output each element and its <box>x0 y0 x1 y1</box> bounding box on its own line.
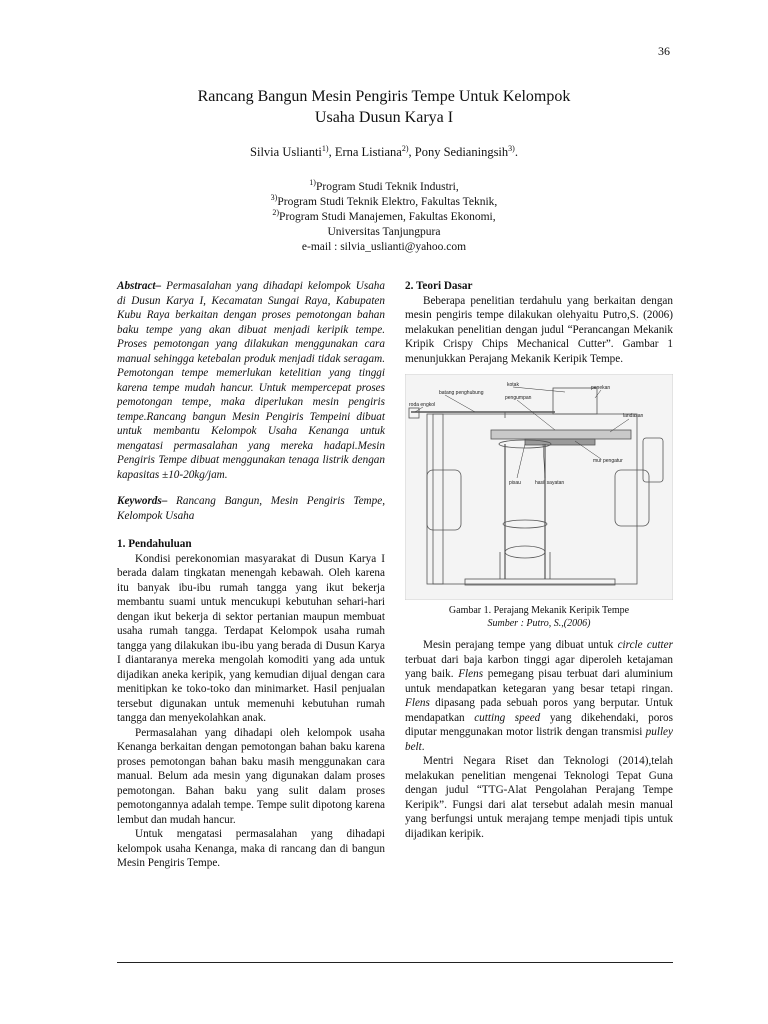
s2p2-b: circle cutter <box>617 639 673 651</box>
affil-3-sup: 2) <box>272 208 280 218</box>
section-1-paragraph-3: Untuk mengatasi permasalahan yang dihadapi kelompok usaha Kenanga, maka di rancang dan di bangun Mesin Pengiris Tempe. <box>117 828 385 869</box>
affil-2-sup: 3) <box>270 193 278 203</box>
right-column <box>405 279 673 841</box>
section-1-paragraph-1: Kondisi perekonomian masyarakat di Dusun Karya I berada dalam tingkatan menengah kebawah. Oleh karena itu banyak ibu-ibu rumah tangga yang ikut bekerja membantu suami untuk mencukupi kebutuhan sehari-hari dengan ikut bekerja di sektor pertanian maupun membuat usaha rumah tangga. Terdapat Kelompok usaha rumah tangga yang dilakukan ibu-ibu yang berada di Dusun Karya I diantaranya mereka mengolah komoditi yang ada untuk dijadikan aneka keripik, yang kemudian dijual dengan cara menitipkan ke toko-toko dan minimarket. Hasil penjualan tersebut digunakan untuk memenuhi kebutuhan rumah tangga dan menyekolahkan anak. <box>117 552 385 724</box>
s2p2-a: Mesin perajang tempe yang dibuat untuk <box>423 639 618 651</box>
affil-2: Program Studi Teknik Elektro, Fakultas Teknik, <box>277 196 498 208</box>
authors <box>0 145 768 160</box>
title-line-1: Rancang Bangun Mesin Pengiris Tempe Untuk Kelompok <box>197 88 571 105</box>
figure-1-drawing <box>405 374 673 600</box>
author-2-sup: 2) <box>401 143 409 153</box>
authors-end: . <box>514 145 518 159</box>
figure-1 <box>405 374 673 600</box>
section-1-paragraph-2: Permasalahan yang dihadapi oleh kelompok usaha Kenanga berkaitan dengan pemotongan bahan baku karena proses pemotongan bahan baku masih menggunakan cara manual. Belum ada mesin yang digunakan dalam proses pemotongan. Bahan baku yang sulit dalam proses pemotongannya adalah tempe. Tempe sulit dipotong karena lembut dan mudah hancur. <box>117 726 385 826</box>
section-2-paragraph-2 <box>405 638 673 754</box>
label-batang: batang penghubung <box>439 390 484 396</box>
label-pisau: pisau <box>509 480 521 486</box>
keywords-label: Keywords– <box>117 495 168 507</box>
keywords <box>117 494 385 523</box>
author-2: , Erna Listiana <box>328 145 402 159</box>
affil-university: Universitas Tanjungpura <box>327 226 441 238</box>
s2p2-j: pulley belt <box>405 726 673 753</box>
label-roda: roda engkol <box>409 402 436 408</box>
label-landasan: landasan <box>623 413 644 419</box>
affil-1-sup: 1) <box>309 178 316 188</box>
figure-caption <box>405 604 673 630</box>
section-1-heading: 1. Pendahuluan <box>117 538 192 550</box>
affil-email: e-mail : silvia_uslianti@yahoo.com <box>301 241 467 253</box>
label-penekan: penekan <box>591 385 611 391</box>
s2p2-e: pemegang pisau terbuat dari aluminium untuk mendapatkan ketegaran yang besar tetapi ringan. <box>405 668 673 695</box>
section-2-paragraph-1: Beberapa penelitian terdahulu yang berkaitan dengan mesin pengiris tempe dilakukan olehyaitu Putro,S. (2006) melakukan penelitian dengan judul “Perancangan Mekanik Kripik Crispy Chips Mechanical Cutter”. Gambar 1 menunjukkan Perajang Mekanik Keripik Tempe. <box>405 294 673 365</box>
keywords-text: Rancang Bangun, Mesin Pengiris Tempe, Kelompok Usaha <box>117 495 385 522</box>
label-hasil: hasil sayatan <box>535 480 565 486</box>
author-3: , Pony Sedianingsih <box>408 145 509 159</box>
section-2-paragraph-3: Mentri Negara Riset dan Teknologi (2014),telah melakukan penelitian mengenai Teknologi Tepat Guna dengan judul “TTG-Alat Pengolahan Perajang Tempe Keripik”. Fungsi dari alat tersebut adalah mesin manual yang berfungsi untuk merajang tempe menjadi tipis untuk dijadikan keripik. <box>405 755 673 840</box>
label-pengumpan: pengumpan <box>505 395 532 401</box>
abstract-label: Abstract– <box>117 280 162 292</box>
author-1-sup: 1) <box>321 143 329 153</box>
abstract <box>117 279 385 482</box>
figure-caption-source: Sumber : Putro, S.,(2006) <box>487 618 591 629</box>
title-line-2: Usaha Dusun Karya I <box>314 109 454 126</box>
page-number: 36 <box>658 44 670 58</box>
label-mur: mur pengatur <box>593 458 623 464</box>
paper-title <box>0 86 768 128</box>
s2p2-i: yang dikehendaki, poros diputar menggunakan motor listrik dengan transmisi <box>405 711 673 738</box>
author-3-sup: 3) <box>508 143 515 153</box>
s2p2-d: Flens <box>458 668 484 680</box>
s2p2-h: cutting speed <box>474 711 541 724</box>
author-1: Silvia Uslianti <box>250 145 322 159</box>
left-column <box>117 279 385 871</box>
s2p2-c: terbuat dari baja karbon tinggi agar diperoleh ketajaman yang baik. <box>405 653 673 680</box>
s2p2-g: dipasang pada sebuah poros yang berputar. Untuk mendapatkan <box>405 697 673 724</box>
s2p2-k: . <box>421 740 425 753</box>
label-kotak: kotak <box>507 382 519 388</box>
figure-caption-title: Gambar 1. Perajang Mekanik Keripik Tempe <box>448 605 630 616</box>
affiliations <box>0 180 768 255</box>
s2p2-f: Flens <box>405 697 430 709</box>
section-2-heading: 2. Teori Dasar <box>405 280 473 292</box>
affil-3: Program Studi Manajemen, Fakultas Ekonomi, <box>279 211 496 223</box>
footer-rule <box>117 962 673 963</box>
affil-1: Program Studi Teknik Industri, <box>315 181 459 193</box>
abstract-text: Permasalahan yang dihadapi kelompok Usaha di Dusun Karya I, Kecamatan Sungai Raya, Kabupaten Kubu Raya berkaitan dengan proses pemotongan bahan baku tempe yang akan dibuat menjadi keripik tempe. Proses pemotongan yang dilakukan menggunakan cara manual sehingga ketebalan produk menjadi tidak seragam. Pemotongan tempe memerlukan ketelitian yang tinggi karena tempe mudah hancur. Untuk mempercepat proses pemotongan tempe, maka diperlukan mesin pengiris tempe.Rancang bangun Mesin Pengiris Tempeini dibuat untuk membantu Kelompok Usaha Kenanga untuk mengatasi permasalahan yang mereka hadapi.Mesin Pengiris Tempe dibuat menggunakan tenaga listrik dengan kapasitas ±10-20kg/jam. <box>117 280 385 481</box>
